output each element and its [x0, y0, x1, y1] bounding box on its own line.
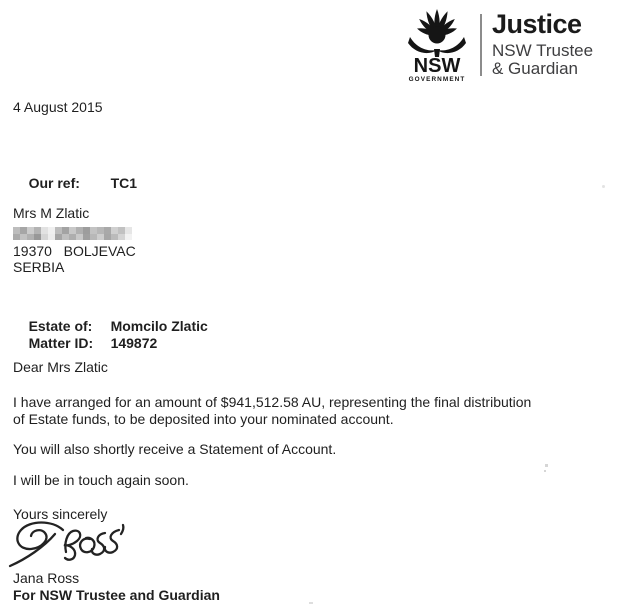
body-paragraph-1-line-1: I have arranged for an amount of $941,512.58 AU, representing the final distribution: [13, 394, 532, 410]
signature-icon: [6, 521, 132, 573]
body-paragraph-3: I will be in touch again soon.: [13, 472, 189, 488]
reference-row: [13, 159, 137, 207]
letterhead-logo-group: [406, 8, 593, 84]
recipient-country: SERBIA: [13, 259, 65, 275]
recipient-city-line: 19370 BOLJEVAC: [13, 243, 136, 259]
nsw-waratah-logo-icon: [406, 8, 468, 84]
logo-divider: [480, 14, 482, 76]
letter-date: 4 August 2015: [13, 99, 103, 115]
scan-artifact: [309, 602, 313, 604]
signer-name: Jana Ross: [13, 570, 80, 586]
salutation: Dear Mrs Zlatic: [13, 359, 108, 375]
scan-artifact: [602, 185, 605, 188]
estate-label: Estate of:: [28, 318, 93, 334]
brand-org-line1: NSW Trustee: [492, 41, 594, 60]
nsw-logo-text: NSW: [413, 55, 461, 77]
brand-justice-title: Justice: [492, 9, 582, 39]
matter-value: 149872: [110, 335, 158, 351]
redacted-pixel-row: [13, 227, 132, 234]
scan-artifact: [545, 464, 548, 467]
nsw-logo-government-text: GOVERNMENT: [408, 76, 466, 83]
brand-org-name: [492, 42, 593, 78]
brand-org-line2: & Guardian: [492, 59, 578, 78]
matter-label: Matter ID:: [28, 335, 94, 351]
scan-artifact: [544, 470, 546, 472]
signer-title: For NSW Trustee and Guardian: [13, 587, 220, 603]
body-paragraph-1-line-2: of Estate funds, to be deposited into your nominated account.: [13, 411, 394, 427]
redacted-pixel-row: [13, 234, 132, 240]
redacted-address-line: [13, 227, 132, 240]
closing: Yours sincerely: [13, 506, 108, 522]
brand-text-block: [492, 8, 593, 78]
reference-label: Our ref:: [28, 175, 80, 191]
body-paragraph-2: You will also shortly receive a Statement of Account.: [13, 441, 337, 457]
reference-value: TC1: [110, 175, 138, 191]
estate-value: Momcilo Zlatic: [110, 318, 208, 334]
recipient-name: Mrs M Zlatic: [13, 205, 90, 221]
